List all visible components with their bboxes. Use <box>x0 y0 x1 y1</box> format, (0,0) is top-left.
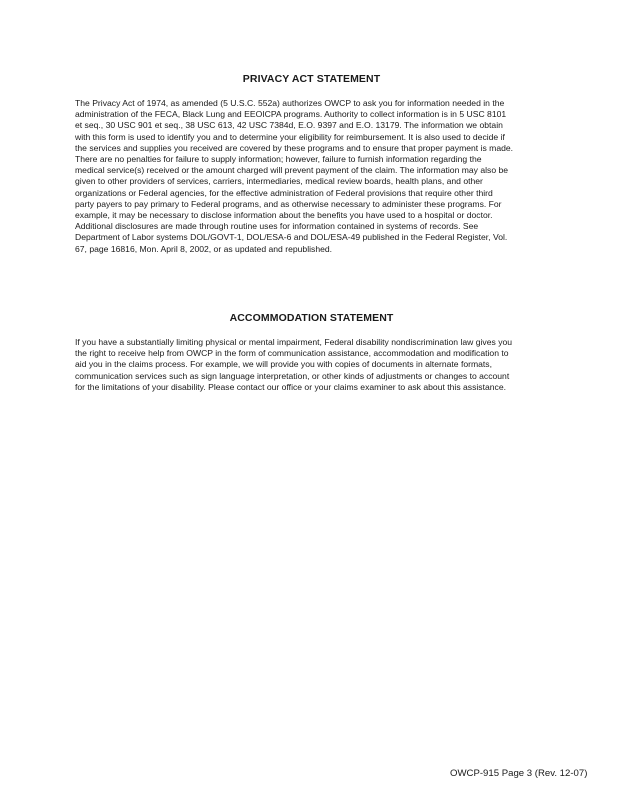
text-line: Department of Labor systems DOL/GOVT-1, DOL/ESA-6 and DOL/ESA-49 published in the Federal Register, Vol. <box>75 232 508 243</box>
text-line: aid you in the claims process. For example, we will provide you with copies of documents in alternate formats, <box>75 359 492 370</box>
text-line: given to other providers of services, carriers, intermediaries, medical review boards, health plans, and other <box>75 176 483 187</box>
text-line: If you have a substantially limiting physical or mental impairment, Federal disability nondiscrimination law gives you <box>75 337 513 347</box>
text-line: organizations or Federal agencies, for the effective administration of Federal provisions that require other third <box>75 187 493 198</box>
text-line: There are no penalties for failure to supply information; however, failure to furnish information regarding the <box>75 154 482 165</box>
text-line: the services and supplies you received are covered by these programs and to ensure that proper payment is made. <box>75 142 514 153</box>
privacy-act-heading: PRIVACY ACT STATEMENT <box>242 73 381 85</box>
accommodation-paragraph <box>75 337 555 393</box>
text-line: communication services such as sign language interpretation, or other kinds of adjustments or changes to account <box>75 370 510 381</box>
accommodation-heading: ACCOMMODATION STATEMENT <box>229 312 394 324</box>
text-line: medical service(s) received or the amount charged will prevent payment of the claim. The information may also be <box>75 165 509 176</box>
text-line: the right to receive help from OWCP in the form of communication assistance, accommodation and modification to <box>75 348 509 359</box>
text-line: for the limitations of your disability. Please contact our office or your claims examiner to ask about this assistance. <box>75 381 507 392</box>
text-line: example, it may be necessary to disclose information about the benefits you have used to a hospital or doctor. <box>75 210 493 221</box>
text-line: The Privacy Act of 1974, as amended (5 U.S.C. 552a) authorizes OWCP to ask you for information needed in the <box>75 98 505 108</box>
text-line: 67, page 16816, Mon. April 8, 2002, or as updated and republished. <box>75 243 333 254</box>
privacy-act-paragraph <box>75 98 555 255</box>
text-line: Additional disclosures are made through routine uses for information contained in systems of records. See <box>75 221 479 232</box>
text-line: with this form is used to identify you and to determine your eligibility for reimbursement. It is also used to decide if <box>75 131 505 142</box>
text-line: party payers to pay primary to Federal programs, and as otherwise necessary to administer these programs. For <box>75 198 502 209</box>
form-footer: OWCP-915 Page 3 (Rev. 12-07) <box>450 768 588 779</box>
text-line: administration of the FECA, Black Lung and EEOICPA programs. Authority to collect information is in 5 USC 8101 <box>75 109 507 120</box>
text-line: et seq., 30 USC 901 et seq., 38 USC 613, 42 USC 7384d, E.O. 9397 and E.O. 13179. The information we obtain <box>75 120 503 131</box>
